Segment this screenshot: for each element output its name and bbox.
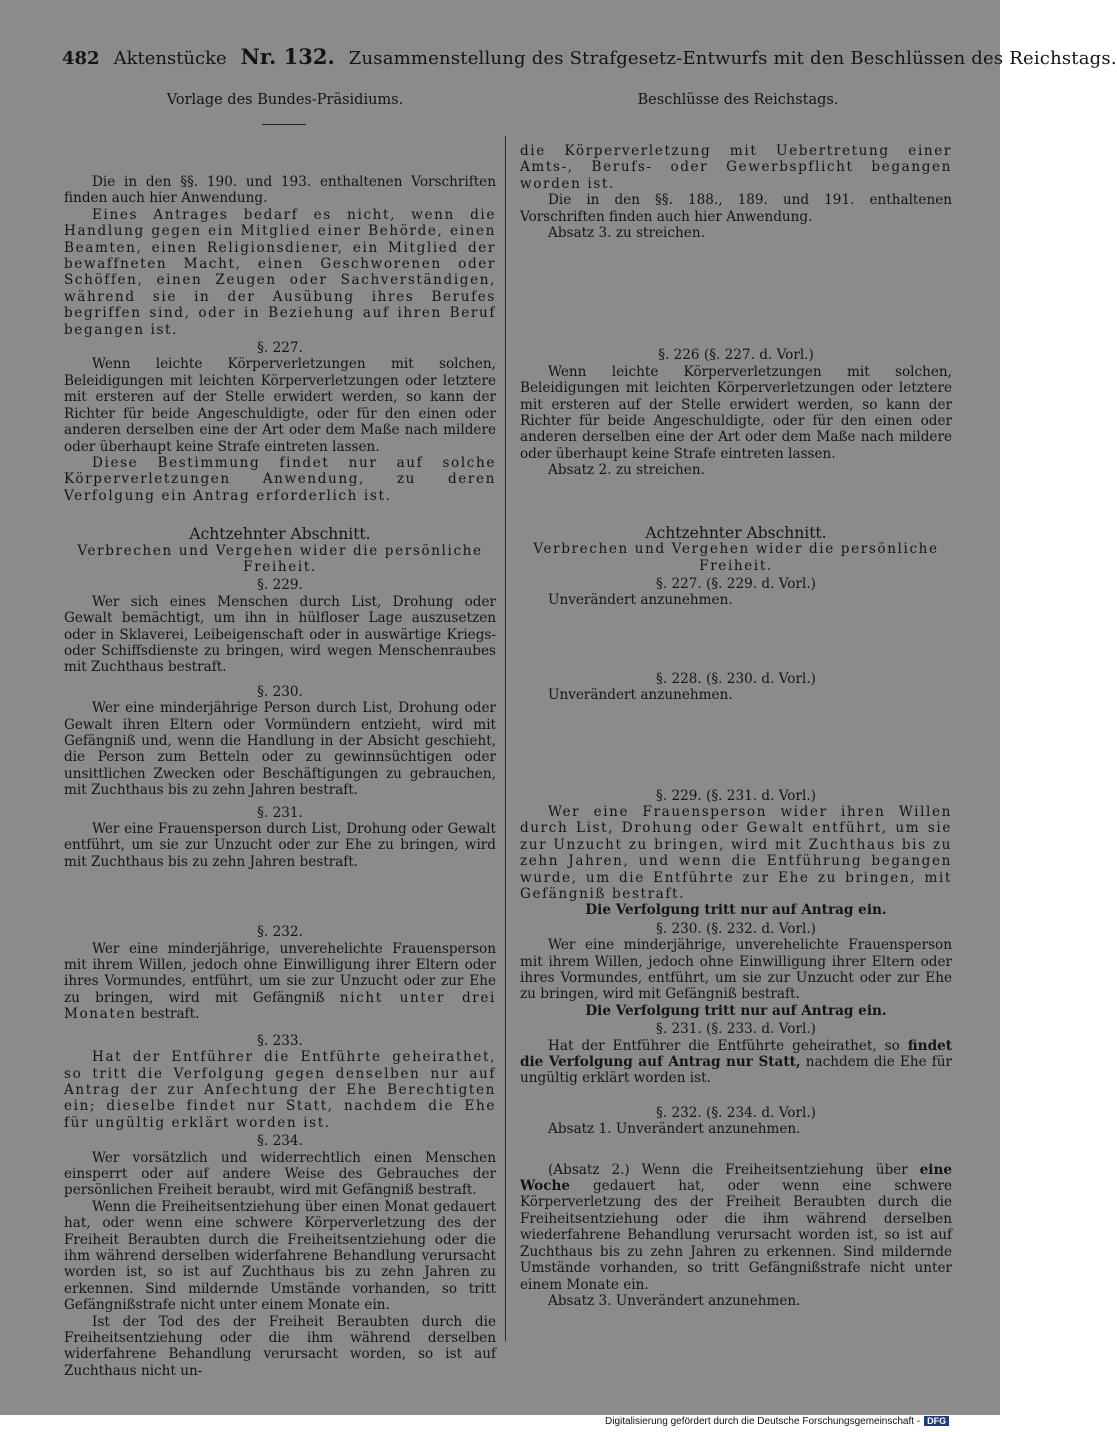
paragraph: Ist der Tod des der Freiheit Beraubten durch die Freiheitsentziehung oder die ihm während derselben widerfahrene Behandlung verursacht worden, so ist auf Zuchthaus nicht un-	[64, 1313, 496, 1379]
text-run: nicht unter drei Monaten	[64, 989, 496, 1023]
paragraph: Die in den §§. 188., 189. und 191. enthaltenen Vorschriften finden auch hier Anwendung.	[520, 192, 952, 225]
paragraph: Absatz 1. Unverändert anzunehmen.	[548, 1121, 801, 1138]
right-column	[520, 143, 952, 1309]
paragraph: Wer sich eines Menschen durch List, Drohung oder Gewalt bemächtigt, um ihn in hülfloser Lage auszusetzen oder in Sklaverei, Leibeigenschaft oder in auswärtige Kriegs- oder Schiffsdienste zu bringen, wird wegen Menschenraubes mit Zuchthaus bestraft.	[64, 593, 496, 676]
text-run: Die Verfolgung tritt nur auf Antrag ein.	[585, 1002, 887, 1019]
chapter-heading: Achtzehnter Abschnitt.	[189, 525, 371, 544]
text-run: nachdem die Ehe für ungültig erklärt worden ist.	[520, 1054, 952, 1087]
paragraph	[520, 1162, 952, 1293]
section-number: §. 232.	[257, 924, 303, 941]
right-column-heading: Beschlüsse des Reichstags.	[637, 92, 839, 108]
section-number: §. 226 (§. 227. d. Vorl.)	[658, 347, 814, 364]
section-number: §. 230. (§. 232. d. Vorl.)	[656, 920, 816, 937]
paragraph: Wenn die Freiheitsentziehung über einen Monat gedauert hat, oder wenn eine schwere Körperverletzung des der Freiheit Beraubten durch die Freiheitsentziehung oder die ihm während derselben widerfahrene Behandlung verursacht worden ist, so ist auf Zuchthaus bis zu zehn Jahren zu erkennen. Sind mildernde Umstände vorhanden, so tritt Gefängnißstrafe nicht unter einem Monate ein.	[64, 1198, 496, 1314]
heading-rule	[262, 124, 306, 125]
footer-text: Digitalisierung gefördert durch die Deutsche Forschungsgemeinschaft -	[605, 1416, 921, 1427]
text-run: gedauert hat, oder wenn eine schwere Körperverletzung des der Freiheit Beraubten durch die Freiheitsentziehung oder die ihm während derselben wiederfahrene Behandlung verursacht worden ist, so ist auf Zuchthaus bis zu zehn Jahren zu erkennen. Sind mildernde Umstände vorhanden, so tritt Gefängnißstrafe nicht unter einem Monate ein.	[520, 1178, 952, 1293]
text-run: (Absatz 2.) Wenn die Freiheitsentziehung über	[548, 1161, 920, 1178]
paragraph: Wer eine Frauensperson wider ihren Willen durch List, Drohung oder Gewalt entführt, um sie zur Unzucht zu bringen, wird mit Zuchthaus bis zu zehn Jahren, und wenn die Entführung begangen wurde, um die Entführte zur Ehe zu bringen, mit Gefängniß bestraft.	[520, 803, 952, 902]
paragraph: Diese Bestimmung findet nur auf solche Körperverletzungen Anwendung, zu deren Verfolgung ein Antrag erforderlich ist.	[64, 454, 496, 504]
paragraph: Wer eine Frauensperson durch List, Drohung oder Gewalt entführt, um sie zur Unzucht oder zur Ehe zu bringen, wird mit Zuchthaus bis zu zehn Jahren bestraft.	[64, 821, 496, 870]
paragraph: Wenn leichte Körperverletzungen mit solchen, Beleidigungen mit leichten Körperverletzungen oder letztere mit ersteren auf der Stelle erwidert werden, so kann der Richter für beide Angeschuldigte, oder für den einen oder anderen derselben eine der Art oder dem Maße nach mildere oder überhaupt keine Strafe eintreten lassen.	[64, 356, 496, 455]
section-number: §. 229. (§. 231. d. Vorl.)	[656, 787, 816, 804]
paragraph: die Körperverletzung mit Uebertretung einer Amts-, Berufs- oder Gewerbspflicht begangen worden ist.	[520, 143, 952, 192]
section-number: §. 231. (§. 233. d. Vorl.)	[656, 1021, 816, 1038]
paragraph	[520, 902, 952, 918]
document-label: Aktenstücke	[113, 48, 227, 69]
dfg-logo-icon: DFG	[924, 1416, 949, 1426]
text-run: Wer eine minderjährige, unverehelichte Frauensperson mit ihrem Willen, jedoch ohne Einwilligung ihrer Eltern oder ihres Vormundes, entführt, um sie zur Unzucht oder zur Ehe zu bringen, wird mit Gefängniß	[64, 940, 496, 1006]
text-run: bestraft.	[136, 1006, 200, 1023]
chapter-title: Verbrechen und Vergehen wider die persönliche Freiheit.	[77, 542, 483, 575]
left-column	[64, 174, 496, 1379]
paragraph: Wenn leichte Körperverletzungen mit solchen, Beleidigungen mit leichten Körperverletzungen oder letztere mit ersteren auf der Stelle erwidert werden, so kann der Richter für beide Angeschuldigte, oder für den einen oder anderen derselben eine der Art oder dem Maße nach mildere oder überhaupt keine Strafe eintreten lassen.	[520, 363, 952, 462]
text-run: eine Woche	[520, 1161, 952, 1195]
page-number: 482	[62, 48, 100, 69]
paragraph	[520, 1038, 952, 1087]
section-number: §. 233.	[257, 1032, 303, 1049]
footer	[605, 1416, 949, 1427]
paragraph: Wer vorsätzlich und widerrechtlich einen Menschen einsperrt oder auf andere Weise des Gebrauches der persönlichen Freiheit beraubt, wird mit Gefängniß bestraft.	[64, 1149, 496, 1199]
document-number: Nr. 132.	[240, 44, 335, 69]
left-column-heading: Vorlage des Bundes-Präsidiums.	[166, 92, 404, 108]
section-number: §. 229.	[257, 577, 303, 594]
text-run: findet die Verfolgung auf Antrag nur Statt,	[520, 1037, 952, 1071]
paragraph	[64, 941, 496, 1023]
chapter-heading: Achtzehnter Abschnitt.	[645, 523, 827, 542]
paragraph: Wer eine minderjährige Person durch List, Drohung oder Gewalt ihren Eltern oder Vormündern entzieht, wird mit Gefängniß und, wenn die Handlung in der Absicht geschieht, die Person zum Betteln oder zu gewinnsüchtigen oder unsittlichen Zwecken oder Beschäftigungen zu gebrauchen, mit Zuchthaus bis zu zehn Jahren bestraft.	[64, 700, 496, 799]
text-run: Hat der Entführer die Entführte geheirathet, so	[548, 1037, 908, 1054]
section-number: §. 231.	[257, 804, 303, 821]
paragraph: Unverändert anzunehmen.	[548, 687, 733, 704]
page-header	[62, 44, 1117, 72]
paragraph: Absatz 3. Unverändert anzunehmen.	[548, 1292, 801, 1309]
paragraph: Absatz 2. zu streichen.	[548, 462, 705, 479]
section-number: §. 232. (§. 234. d. Vorl.)	[656, 1104, 816, 1121]
paragraph: Die in den §§. 190. und 193. enthaltenen Vorschriften finden auch hier Anwendung.	[64, 174, 496, 207]
paragraph: Absatz 3. zu streichen.	[548, 225, 705, 242]
chapter-title: Verbrechen und Vergehen wider die persönliche Freiheit.	[533, 541, 939, 574]
paragraph: Unverändert anzunehmen.	[548, 592, 733, 609]
column-divider	[505, 136, 506, 1341]
text-run: Die Verfolgung tritt nur auf Antrag ein.	[585, 902, 887, 919]
page-title: Zusammenstellung des Strafgesetz-Entwurfs mit den Beschlüssen des Reichstags.	[348, 48, 1117, 69]
paragraph: Eines Antrages bedarf es nicht, wenn die Handlung gegen ein Mitglied einer Behörde, einen Beamten, einen Religionsdiener, ein Mitglied der bewaffneten Macht, einen Geschworenen oder Schöffen, einen Zeugen oder Sachverständigen, während sie in der Ausübung ihres Berufes begriffen sind, oder in Beziehung auf ihren Beruf begangen ist.	[64, 206, 496, 338]
paragraph: Wer eine minderjährige, unverehelichte Frauensperson mit ihrem Willen, jedoch ohne Einwilligung ihrer Eltern oder ihres Vormundes, entführt, um sie zur Unzucht oder zur Ehe zu bringen, wird mit Gefängniß bestraft.	[520, 937, 952, 1003]
paragraph	[520, 1003, 952, 1019]
section-number: §. 228. (§. 230. d. Vorl.)	[656, 670, 816, 687]
paragraph: Hat der Entführer die Entführte geheirathet, so tritt die Verfolgung gegen denselben nur auf Antrag der zur Anfechtung der Ehe Berechtigten ein; dieselbe findet nur Statt, nachdem die Ehe für ungültig erklärt worden ist.	[64, 1049, 496, 1131]
section-number: §. 227.	[257, 340, 303, 357]
section-number: §. 234.	[257, 1133, 303, 1150]
section-number: §. 230.	[257, 683, 303, 700]
section-number: §. 227. (§. 229. d. Vorl.)	[656, 575, 816, 592]
